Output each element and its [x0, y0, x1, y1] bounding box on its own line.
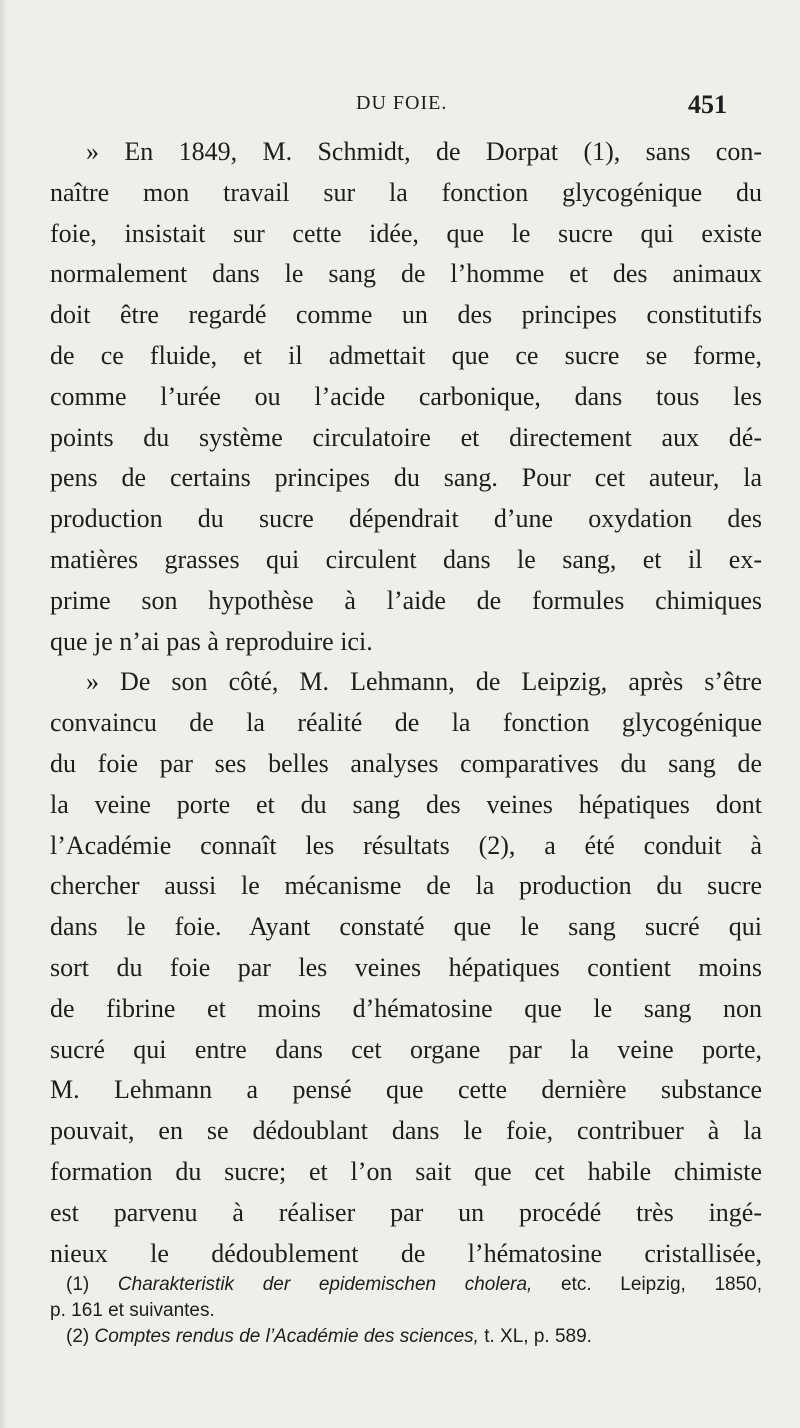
running-head	[0, 92, 800, 132]
text-line: du foie par ses belles analyses comparatives du sang de	[50, 748, 762, 778]
text-line: l’Académie connaît les résultats (2), a été conduit à	[50, 830, 762, 860]
footnote-text: t. XL, p. 589.	[484, 1326, 592, 1347]
text-line: nieux le dédoublement de l’hématosine cristallisée,	[50, 1238, 762, 1268]
text-line: de fibrine et moins d’hématosine que le sang non	[50, 993, 762, 1023]
text-line: pens de certains principes du sang. Pour cet auteur, la	[50, 463, 762, 493]
text-line: comme l’urée ou l’acide carbonique, dans tous les	[50, 381, 762, 411]
text-line: normalement dans le sang de l’homme et des animaux	[50, 259, 762, 289]
page-number: 451	[688, 90, 727, 119]
running-title: DU FOIE.	[356, 92, 448, 114]
text-line: foie, insistait sur cette idée, que le sucre qui existe	[50, 218, 762, 248]
text-line: est parvenu à réaliser par un procédé très ingé-	[50, 1197, 762, 1227]
footnote-marker: (1)	[66, 1274, 90, 1295]
page-edge-shadow	[0, 0, 8, 1428]
text-line: M. Lehmann a pensé que cette dernière substance	[50, 1075, 762, 1105]
footnote-2	[50, 1324, 762, 1350]
text-line: la veine porte et du sang des veines hépatiques dont	[50, 789, 762, 819]
text-line: que je n’ai pas à reproduire ici.	[50, 626, 373, 656]
footnote-title: Comptes rendus de l’Académie des sciences,	[94, 1326, 479, 1347]
text-line: naître mon travail sur la fonction glycogénique du	[50, 177, 762, 207]
footnote-title: Charakteristik der epidemischen cholera,	[117, 1274, 533, 1295]
text-line: formation du sucre; et l’on sait que cet habile chimiste	[50, 1156, 762, 1186]
footnote-marker: (2)	[66, 1326, 90, 1347]
text-line: production du sucre dépendrait d’une oxydation des	[50, 504, 762, 534]
text-line: doit être regardé comme un des principes constitutifs	[50, 300, 762, 330]
body-text	[50, 132, 762, 1274]
text-line: convaincu de la réalité de la fonction glycogénique	[50, 708, 762, 738]
footnote-1	[50, 1272, 762, 1298]
text-line: chercher aussi le mécanisme de la production du sucre	[50, 871, 762, 901]
footnotes	[50, 1272, 762, 1350]
footnote-text: etc. Leipzig, 1850,	[561, 1274, 763, 1295]
text-line: de ce fluide, et il admettait que ce sucre se forme,	[50, 340, 762, 370]
text-line: » De son côté, M. Lehmann, de Leipzig, après s’être	[86, 667, 762, 697]
footnote-1-continued: p. 161 et suivantes.	[50, 1300, 215, 1321]
text-line: sucré qui entre dans cet organe par la veine porte,	[50, 1034, 762, 1064]
text-line: dans le foie. Ayant constaté que le sang sucré qui	[50, 912, 762, 942]
text-line: » En 1849, M. Schmidt, de Dorpat (1), sans con-	[86, 137, 762, 166]
text-line: sort du foie par les veines hépatiques contient moins	[50, 952, 762, 982]
text-line: points du système circulatoire et directement aux dé-	[50, 422, 762, 452]
text-line: matières grasses qui circulent dans le sang, et il ex-	[50, 544, 762, 574]
text-line: pouvait, en se dédoublant dans le foie, contribuer à la	[50, 1116, 762, 1146]
text-line: prime son hypothèse à l’aide de formules chimiques	[50, 585, 762, 615]
